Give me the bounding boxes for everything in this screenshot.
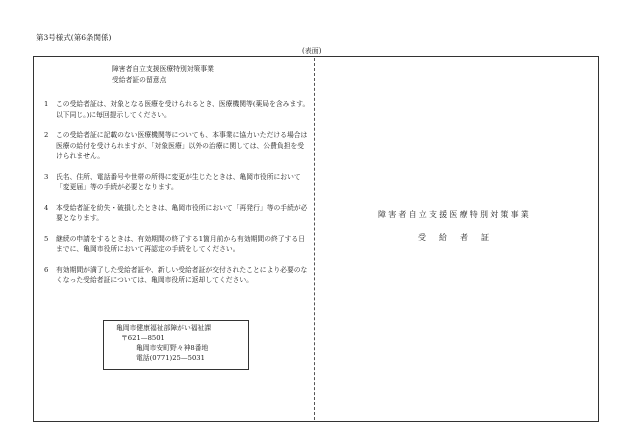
notice-item-number: 3 bbox=[44, 172, 49, 181]
notice-item bbox=[44, 203, 310, 224]
notice-item-text: 継続の申請をするときは、有効期間の終了する1箇月前から有効期間の終了する日までに、亀岡市役所において再認定の手続をしてください。 bbox=[56, 234, 306, 253]
notice-item-text: この受給者証は、対象となる医療を受けられるとき、医療機関等(薬局を含みます。以下同じ。)に毎回提示してください。 bbox=[56, 100, 310, 119]
contact-phone: 電話(0771)25—5031 bbox=[136, 354, 205, 362]
cover-title: 障害者自立支援医療特別対策事業 bbox=[378, 210, 531, 219]
cover-subtitle: 受給者証 bbox=[418, 233, 502, 242]
notice-item-number: 5 bbox=[44, 234, 49, 243]
fold-line bbox=[314, 58, 315, 420]
contact-postal-code: 〒621—8501 bbox=[121, 334, 165, 342]
notice-panel bbox=[44, 64, 310, 296]
notice-item-number: 6 bbox=[44, 265, 49, 274]
side-label: (表面) bbox=[302, 47, 322, 55]
notice-item-number: 4 bbox=[44, 203, 49, 212]
notice-item bbox=[44, 172, 310, 193]
form-number: 第3号様式(第6条関係) bbox=[36, 33, 112, 42]
notice-title-line1: 障害者自立支援医療特別対策事業 bbox=[112, 65, 214, 73]
notice-item-text: 本受給者証を紛失・破損したときは、亀岡市役所において「再発行」等の手続が必要となります。 bbox=[56, 203, 308, 222]
notice-item-number: 2 bbox=[44, 131, 49, 139]
notice-title bbox=[112, 64, 310, 85]
contact-box bbox=[103, 320, 249, 370]
notice-item bbox=[44, 130, 310, 162]
notice-item bbox=[44, 265, 310, 286]
notice-item-text: 有効期間が満了した受給者証や、新しい受給者証が交付されたことにより必要のなくなった受給者証については、亀岡市役所に返却してください。 bbox=[56, 265, 308, 284]
notice-item-text: 氏名、住所、電話番号や世帯の所得に変更が生じたときは、亀岡市役所において「変更届」等の手続が必要となります。 bbox=[56, 172, 301, 191]
contact-office: 亀岡市健康福祉部障がい福祉課 bbox=[116, 324, 212, 332]
notice-title-line2: 受給者証の留意点 bbox=[112, 75, 167, 84]
contact-address: 亀岡市安町野々神8番地 bbox=[136, 344, 209, 352]
notice-item bbox=[44, 99, 310, 120]
notice-item-number: 1 bbox=[44, 100, 49, 108]
notice-item bbox=[44, 234, 310, 255]
notice-item-text: この受給者証に記載のない医療機関等についても、本事業に協力いただける場合は医療の給付を受けられますが、「対象医療」以外の治療に関しては、公費負担を受けられません。 bbox=[56, 131, 308, 160]
